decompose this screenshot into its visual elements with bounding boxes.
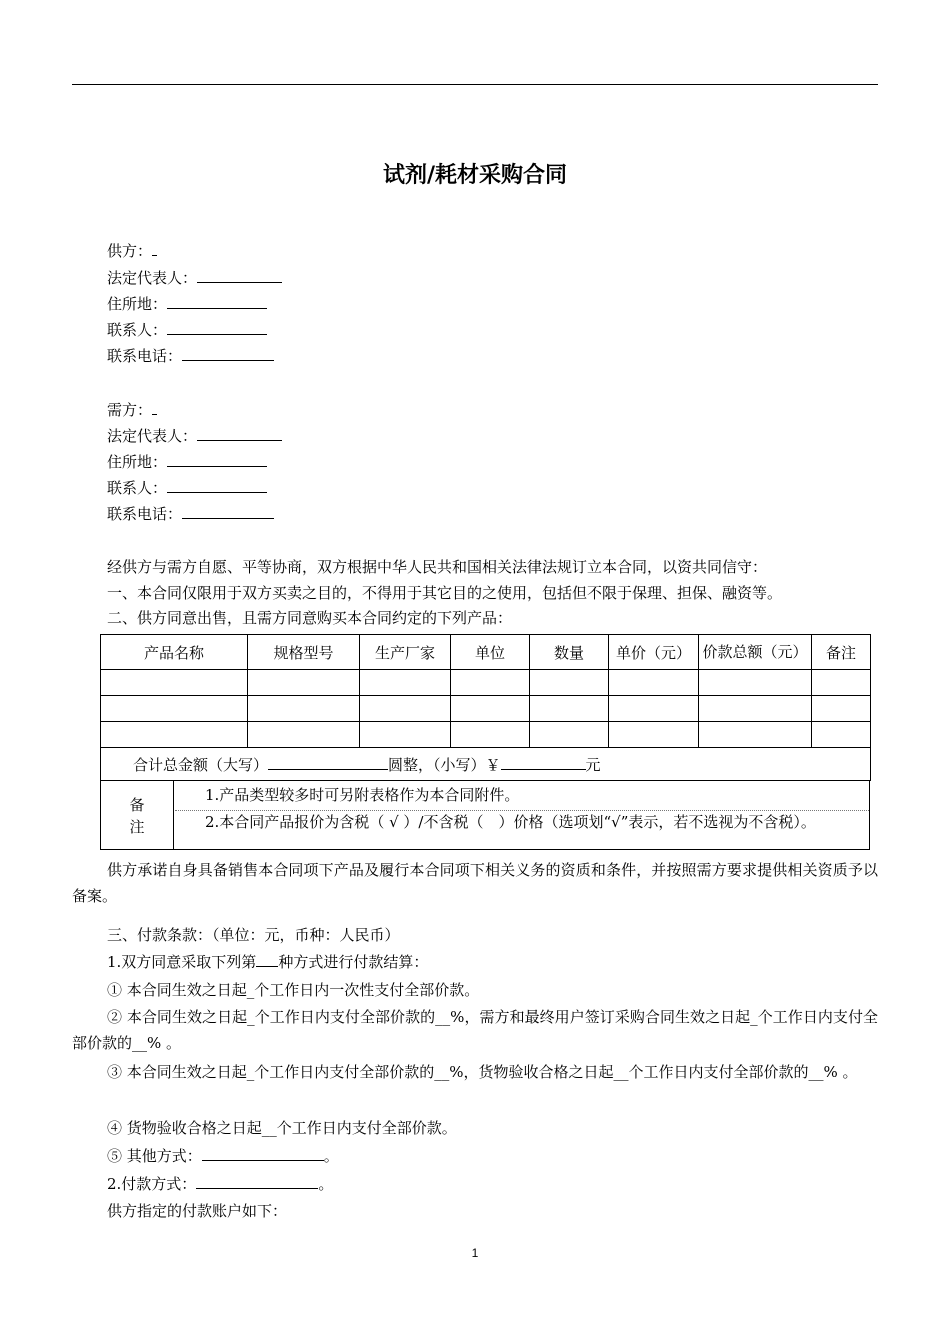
table-cell[interactable] <box>530 722 609 748</box>
page-number: 1 <box>471 1246 479 1260</box>
table-cell[interactable] <box>609 722 699 748</box>
payment-option-3: ③ 本合同生效之日起_个工作日内支付全部价款的__%，货物验收合格之日起__个工作日内支付全部价款的__% 。 <box>107 1063 858 1081</box>
supplier-address: 住所地： <box>107 294 267 314</box>
supplier-phone: 联系电话： <box>107 346 274 366</box>
table-cell[interactable] <box>248 670 360 696</box>
table-cell[interactable] <box>360 722 451 748</box>
product-table <box>100 634 871 781</box>
clause-1: 一、本合同仅限用于双方买卖之目的，不得用于其它目的之使用，包括但不限于保理、担保、融资等。 <box>107 584 783 602</box>
payment-account: 供方指定的付款账户如下： <box>107 1202 288 1220</box>
table-cell[interactable] <box>101 722 248 748</box>
payment-option-5: ⑤ 其他方式： 。 <box>107 1147 339 1165</box>
buyer-address: 住所地： <box>107 452 267 472</box>
table-cell[interactable] <box>248 722 360 748</box>
payment-option-1: ① 本合同生效之日起_个工作日内一次性支付全部价款。 <box>107 981 480 999</box>
buyer-contact: 联系人： <box>107 478 267 498</box>
header-unit-price: 单价（元） <box>609 635 699 670</box>
payment-heading: 三、付款条款：（单位：元，币种：人民币） <box>107 926 400 944</box>
header-unit: 单位 <box>451 635 530 670</box>
table-cell[interactable] <box>812 696 871 722</box>
table-cell[interactable] <box>609 696 699 722</box>
total-row <box>101 748 871 781</box>
table-cell[interactable] <box>812 722 871 748</box>
qualification-text: 供方承诺自身具备销售本合同项下产品及履行本合同项下相关义务的资质和条件，并按照需方要求提供相关资质予以备案。 <box>72 861 878 905</box>
remark-1: 1.产品类型较多时可另附表格作为本合同附件。 <box>175 781 869 811</box>
remarks-block <box>100 781 870 850</box>
supplier-legal-rep: 法定代表人： <box>107 268 282 288</box>
payment-method: 1.双方同意采取下列第 种方式进行付款结算： <box>107 953 429 971</box>
header-manufacturer: 生产厂家 <box>360 635 451 670</box>
remark-2: 2.本合同产品报价为含税（ √ ）/不含税（ ）价格（选项划“√”表示，若不选视为不含税）。 <box>205 813 816 831</box>
header-product-name: 产品名称 <box>101 635 248 670</box>
remarks-label-1: 备 <box>129 796 145 814</box>
table-row <box>101 696 871 722</box>
remarks-label <box>101 781 174 849</box>
table-row <box>101 722 871 748</box>
total-amount-cell: 合计总金额（大写） 圆整，（小写）￥ 元 <box>101 748 871 781</box>
header-rule <box>72 84 878 85</box>
buyer-party: 需方： <box>107 400 157 420</box>
table-cell[interactable] <box>812 670 871 696</box>
table-cell[interactable] <box>699 670 812 696</box>
table-cell[interactable] <box>451 670 530 696</box>
document-title: 试剂/耗材采购合同 <box>382 163 568 188</box>
payment-option-2: ② 本合同生效之日起_个工作日内支付全部价款的__%，需方和最终用户签订采购合同生效之日起_个工作日内支付全部价款的__% 。 <box>72 1008 878 1052</box>
table-header-row <box>101 635 871 670</box>
table-cell[interactable] <box>530 696 609 722</box>
table-cell[interactable] <box>699 696 812 722</box>
header-spec: 规格型号 <box>248 635 360 670</box>
table-cell[interactable] <box>101 670 248 696</box>
table-cell[interactable] <box>530 670 609 696</box>
header-quantity: 数量 <box>530 635 609 670</box>
table-cell[interactable] <box>360 670 451 696</box>
table-cell[interactable] <box>451 722 530 748</box>
clause-2: 二、供方同意出售，且需方同意购买本合同约定的下列产品： <box>107 609 513 627</box>
payment-option-4: ④ 货物验收合格之日起__个工作日内支付全部价款。 <box>107 1119 457 1137</box>
header-total-price: 价款总额（元） <box>699 635 812 670</box>
buyer-phone: 联系电话： <box>107 504 274 524</box>
table-row <box>101 670 871 696</box>
remarks-label-2: 注 <box>129 818 145 836</box>
intro-text: 经供方与需方自愿、平等协商，双方根据中华人民共和国相关法律法规订立本合同，以资共同信守： <box>107 558 768 576</box>
table-cell[interactable] <box>451 696 530 722</box>
payment-way: 2.付款方式： 。 <box>107 1175 334 1193</box>
supplier-party: 供方： <box>107 241 157 261</box>
table-cell[interactable] <box>360 696 451 722</box>
header-remark: 备注 <box>812 635 871 670</box>
buyer-legal-rep: 法定代表人： <box>107 426 282 446</box>
table-cell[interactable] <box>101 696 248 722</box>
supplier-contact: 联系人： <box>107 320 267 340</box>
table-cell[interactable] <box>248 696 360 722</box>
table-cell[interactable] <box>699 722 812 748</box>
table-cell[interactable] <box>609 670 699 696</box>
